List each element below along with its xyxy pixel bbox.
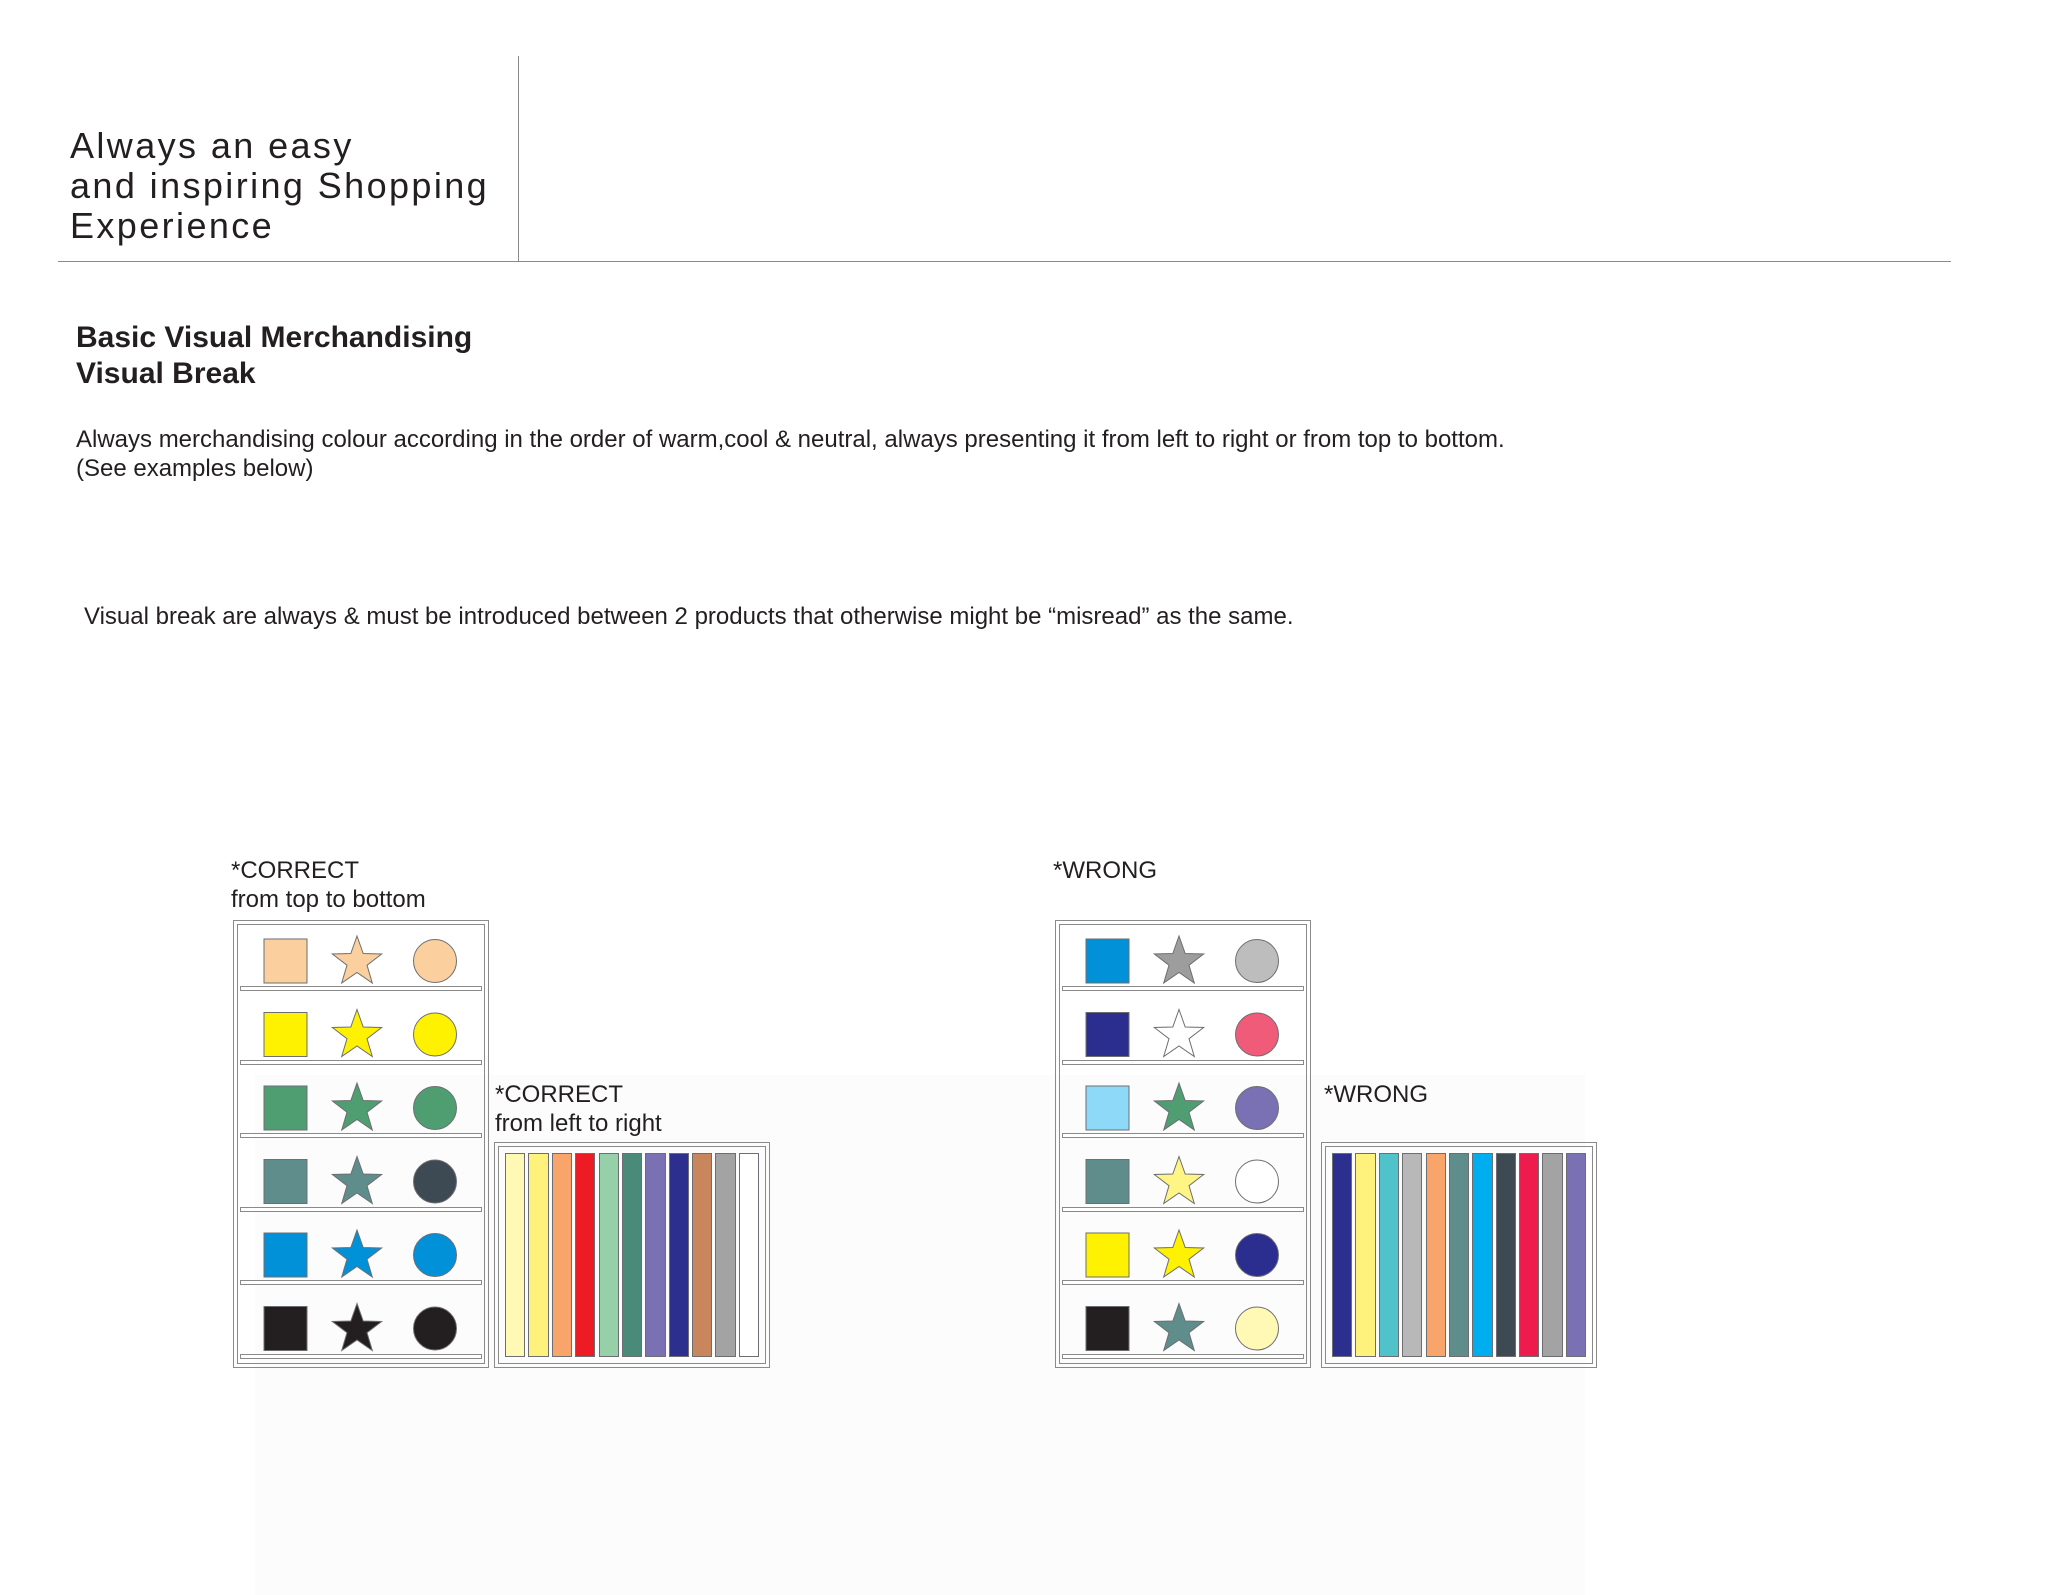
wrong-horizontal-caption: [1324, 1080, 1428, 1109]
star-shape: [332, 1157, 381, 1204]
garment-bar: [528, 1153, 548, 1357]
tagline-line-3: Experience: [70, 205, 275, 246]
circle-shape: [414, 1160, 457, 1203]
garment-bar: [1426, 1153, 1446, 1357]
circle-shape: [1236, 940, 1279, 983]
square-shape: [264, 1086, 307, 1130]
garment-bar: [1355, 1153, 1375, 1357]
circle-shape: [414, 1013, 457, 1056]
page-title-line-1: Basic Visual Merchandising: [76, 321, 473, 354]
correct-vertical-sublabel: from top to bottom: [231, 886, 426, 913]
circle-shape: [414, 1087, 457, 1130]
garment-bar: [1496, 1153, 1516, 1357]
shelf-line: [1062, 1280, 1304, 1285]
garment-bar: [739, 1153, 759, 1357]
star-shape: [1154, 1304, 1203, 1351]
shelf-line: [240, 986, 482, 991]
square-shape: [264, 1160, 307, 1204]
wrong-vertical-shelf: [1055, 920, 1311, 1368]
correct-vertical-shelf: [233, 920, 489, 1368]
correct-vertical-label: *CORRECT: [231, 857, 360, 884]
garment-bar: [575, 1153, 595, 1357]
tagline: [70, 126, 530, 246]
circle-shape: [1236, 1013, 1279, 1056]
header-divider-horizontal: [58, 261, 1951, 262]
square-shape: [264, 1233, 307, 1277]
shelf-line: [1062, 1207, 1304, 1212]
star-shape: [332, 936, 381, 983]
star-shape: [332, 1304, 381, 1351]
garment-bar: [1449, 1153, 1469, 1357]
square-shape: [1086, 1013, 1129, 1057]
garment-bar: [669, 1153, 689, 1357]
square-shape: [264, 1013, 307, 1057]
correct-horizontal-caption: [495, 1080, 662, 1138]
shelf-line: [1062, 1354, 1304, 1359]
page-title-line-2: Visual Break: [76, 357, 256, 390]
header-divider-vertical: [518, 56, 519, 261]
shelf-line: [240, 1060, 482, 1065]
correct-horizontal-sublabel: from left to right: [495, 1110, 662, 1137]
square-shape: [1086, 939, 1129, 983]
circle-shape: [1236, 1307, 1279, 1350]
circle-shape: [414, 1307, 457, 1350]
star-shape: [1154, 1230, 1203, 1277]
correct-horizontal-label: *CORRECT: [495, 1081, 624, 1108]
star-shape: [1154, 1157, 1203, 1204]
shelf-line: [240, 1133, 482, 1138]
star-shape: [1154, 1010, 1203, 1057]
star-shape: [332, 1083, 381, 1130]
shelf-line: [240, 1280, 482, 1285]
garment-bar: [599, 1153, 619, 1357]
page-title: [76, 320, 472, 392]
shelf-line: [1062, 986, 1304, 991]
wrong-horizontal-rail: [1321, 1142, 1597, 1368]
square-shape: [264, 939, 307, 983]
wrong-vertical-label: *WRONG: [1053, 857, 1157, 884]
tagline-line-2: and inspiring Shopping: [70, 165, 490, 206]
garment-bar: [1519, 1153, 1539, 1357]
shelf-line: [1062, 1133, 1304, 1138]
circle-shape: [414, 940, 457, 983]
intro-line-2: (See examples below): [76, 455, 314, 482]
garment-bar: [1472, 1153, 1492, 1357]
visual-break-rule: Visual break are always & must be introduced between 2 products that otherwise might be “misread” as the same.: [84, 603, 1294, 630]
garment-bar: [622, 1153, 642, 1357]
square-shape: [1086, 1233, 1129, 1277]
circle-shape: [1236, 1234, 1279, 1277]
garment-bar: [1332, 1153, 1352, 1357]
garment-bar: [505, 1153, 525, 1357]
square-shape: [1086, 1086, 1129, 1130]
wrong-horizontal-label: *WRONG: [1324, 1081, 1428, 1108]
garment-bar: [552, 1153, 572, 1357]
garment-bar: [1379, 1153, 1399, 1357]
star-shape: [332, 1230, 381, 1277]
tagline-line-1: Always an easy: [70, 125, 354, 166]
garment-bar: [1566, 1153, 1586, 1357]
garment-bar: [645, 1153, 665, 1357]
square-shape: [264, 1307, 307, 1351]
square-shape: [1086, 1160, 1129, 1204]
star-shape: [332, 1010, 381, 1057]
star-shape: [1154, 1083, 1203, 1130]
shelf-line: [240, 1207, 482, 1212]
garment-bar: [1402, 1153, 1422, 1357]
garment-bar: [715, 1153, 735, 1357]
circle-shape: [1236, 1160, 1279, 1203]
intro-paragraph: [76, 425, 1505, 483]
circle-shape: [1236, 1087, 1279, 1130]
circle-shape: [414, 1234, 457, 1277]
star-shape: [1154, 936, 1203, 983]
square-shape: [1086, 1307, 1129, 1351]
shelf-line: [240, 1354, 482, 1359]
garment-bar: [692, 1153, 712, 1357]
correct-horizontal-rail: [494, 1142, 770, 1368]
intro-line-1: Always merchandising colour according in the order of warm,cool & neutral, always presenting it from left to right or from top to bottom.: [76, 426, 1505, 453]
garment-bar: [1542, 1153, 1562, 1357]
wrong-vertical-caption: [1053, 856, 1157, 885]
correct-vertical-caption: [231, 856, 426, 914]
shelf-line: [1062, 1060, 1304, 1065]
